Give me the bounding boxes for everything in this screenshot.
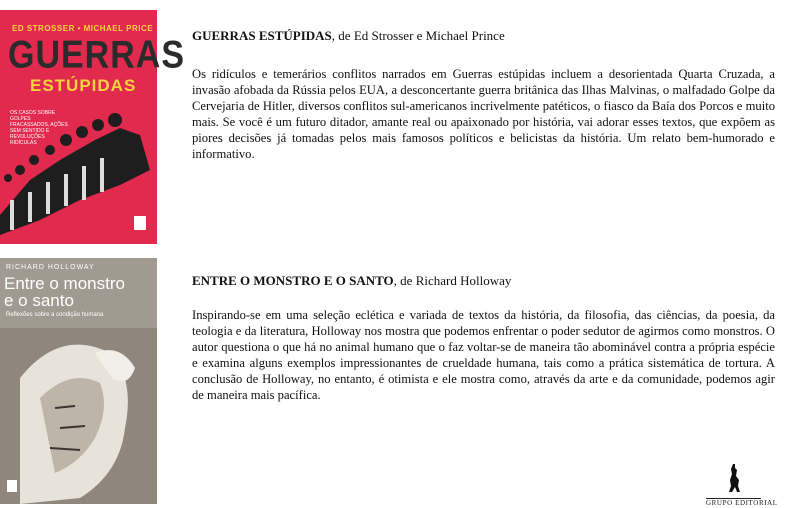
- cover-title-line2: e o santo: [4, 291, 74, 310]
- horse-rider-icon: [726, 462, 742, 498]
- book-entry-guerras: [192, 27, 775, 162]
- book-description: Inspirando-se em uma seleção eclética e variada de textos da história, da filosofia, das ciências, da poesia, da teologia e da literatura, Holloway nos mostra que podemos enfrentar o poder sedutor de agirmos como monstros. O autor questiona o que há no animal humano que o faz voltar-se de maneira tão abominável contra a própria espécie e examina alguns exemplos impressionantes de crueldade humana, tais como a prática sistemática de tortura. A conclusão de Holloway, no entanto, é otimista e ele mostra como, através da arte e da comunidade, podemos agir de maneira mais pacífica.: [192, 308, 775, 402]
- cover-authors: ED STROSSER • MICHAEL PRICE: [12, 24, 154, 33]
- cover-guerras-estupidas: [0, 10, 186, 244]
- cover-entre-o-monstro: [0, 258, 157, 504]
- book-entry-monstro: [192, 272, 775, 403]
- book-heading: [192, 27, 775, 44]
- publisher-label: GRUPO EDITORIAL: [706, 499, 778, 507]
- publisher-logo: [706, 462, 778, 508]
- cover-title-line2: ESTÚPIDAS: [30, 76, 137, 95]
- cover-author: RICHARD HOLLOWAY: [6, 264, 95, 271]
- publisher-mark: [7, 480, 17, 492]
- book-description: Os ridículos e temerários conflitos narrados em Guerras estúpidas incluem a desorientada Quarta Cruzada, a invasão afobada da Rússia pelos EUA, a desconcertante guerra britânica das Ilhas Malvinas, o malfadado Golpe da Cervejaria de Hitler, diversos conflitos sul-americanos incrivelmente patéticos, o fiasco da Baía dos Porcos e muito mais. Se você é um futuro ditador, amante real ou apaixonado por história, vai adorar esses textos, que expõem as piores decisões já tomadas pelos mais famosos políticos e belicistas da história. Um relato bem-humorado e informativo.: [192, 67, 775, 161]
- cover-subtitle: Reflexões sobre a condição humana: [6, 312, 104, 318]
- cover-blurb: OS CASOS SOBRE GOLPES FRACASSADOS, AÇÕES SEM SENTIDO E REVOLUÇÕES RIDÍCULAS: [10, 110, 68, 146]
- publisher-mark: [134, 216, 146, 230]
- book-title: GUERRAS ESTÚPIDAS: [192, 28, 332, 43]
- book-heading: [192, 272, 775, 289]
- book-title: ENTRE O MONSTRO E O SANTO: [192, 273, 394, 288]
- cover-title-line1: Entre o monstro: [4, 274, 125, 293]
- book-byline: , de Richard Holloway: [393, 273, 512, 288]
- book-byline: , de Ed Strosser e Michael Prince: [331, 28, 505, 43]
- cover-title-line1: GUERRAS: [8, 33, 186, 77]
